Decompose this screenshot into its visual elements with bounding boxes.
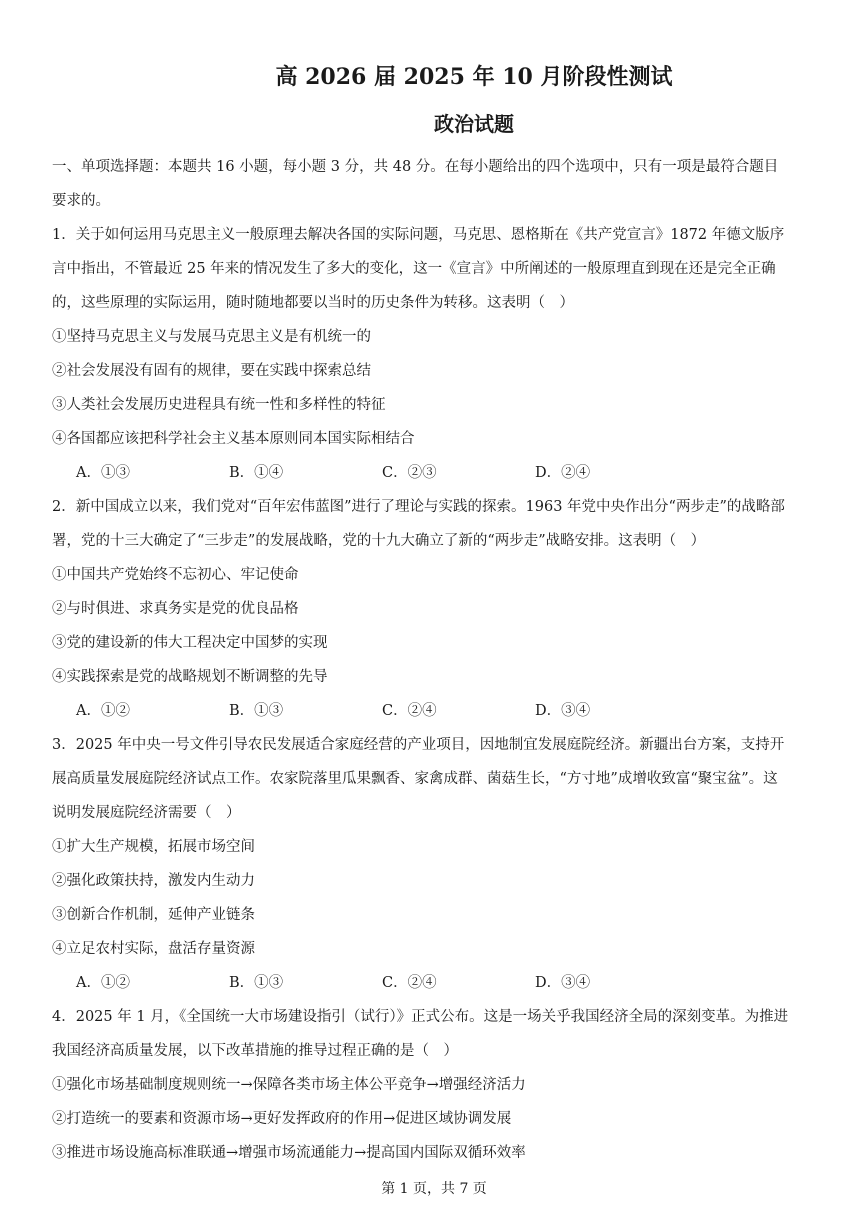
statement-item: ④立足农村实际，盘活存量资源 xyxy=(52,941,255,957)
page-number: 第 1 页，共 7 页 xyxy=(381,1181,487,1197)
question-stem-line: 4．2025 年 1 月，《全国统一大市场建设指引（试行）》正式公布。这是一场关乎我国经济全局的深刻变革。为推进 xyxy=(52,1009,789,1025)
option-d: D．②④ xyxy=(535,465,591,481)
question-stem-line: 说明发展庭院经济需要（ ） xyxy=(52,805,241,821)
option-a: A．①③ xyxy=(76,465,130,481)
question-stem-line: 署，党的十三大确定了“三步走”的发展战略，党的十九大确立了新的“两步走”战略安排。这表明（ ） xyxy=(52,533,706,549)
option-a: A．①② xyxy=(76,703,130,719)
statement-item: ③人类社会发展历史进程具有统一性和多样性的特征 xyxy=(52,397,386,413)
question-stem-line: 1．关于如何运用马克思主义一般原理去解决各国的实际问题，马克思、恩格斯在《共产党宣言》1872 年德文版序 xyxy=(52,227,785,243)
option-c: C．②④ xyxy=(382,975,437,991)
question-3 xyxy=(52,728,822,1000)
exam-subject: 政治试题 xyxy=(434,112,514,136)
statement-item: ②强化政策扶持，激发内生动力 xyxy=(52,873,255,889)
statement-item: ①中国共产党始终不忘初心、牢记使命 xyxy=(52,567,299,583)
statement-item: ③推进市场设施高标准联通→增强市场流通能力→提高国内国际双循环效率 xyxy=(52,1145,526,1161)
exam-title: 高 2026 届 2025 年 10 月阶段性测试 xyxy=(275,64,673,90)
question-stem-line: 言中指出，不管最近 25 年来的情况发生了多大的变化，这一《宣言》中所阐述的一般原理直到现在还是完全正确 xyxy=(52,261,776,277)
statement-item: ④实践探索是党的战略规划不断调整的先导 xyxy=(52,669,328,685)
option-c: C．②④ xyxy=(382,703,437,719)
question-4 xyxy=(52,1000,822,1170)
option-d: D．③④ xyxy=(535,703,591,719)
statement-item: ①扩大生产规模，拓展市场空间 xyxy=(52,839,255,855)
question-stem-line: 我国经济高质量发展，以下改革措施的推导过程正确的是（ ） xyxy=(52,1043,458,1059)
statement-item: ④各国都应该把科学社会主义基本原则同本国实际相结合 xyxy=(52,431,415,447)
question-stem-line: 2．新中国成立以来，我们党对“百年宏伟蓝图”进行了理论与实践的探索。1963 年党中央作出分“两步走”的战略部 xyxy=(52,499,785,515)
question-stem-line: 展高质量发展庭院经济试点工作。农家院落里瓜果飘香、家禽成群、菌菇生长，“方寸地”成增收致富“聚宝盆”。这 xyxy=(52,771,778,787)
answer-options xyxy=(52,966,822,1000)
option-b: B．①③ xyxy=(229,975,284,991)
exam-content xyxy=(52,150,822,1170)
statement-item: ③创新合作机制，延伸产业链条 xyxy=(52,907,255,923)
question-stem-line: 3．2025 年中央一号文件引导农民发展适合家庭经营的产业项目，因地制宜发展庭院经济。新疆出台方案，支持开 xyxy=(52,737,785,753)
answer-options xyxy=(52,456,822,490)
statement-item: ②与时俱进、求真务实是党的优良品格 xyxy=(52,601,299,617)
option-b: B．①④ xyxy=(229,465,284,481)
section-instruction: 一、单项选择题：本题共 16 小题，每小题 3 分，共 48 分。在每小题给出的四个选项中，只有一项是最符合题目 xyxy=(52,159,779,175)
option-c: C．②③ xyxy=(382,465,437,481)
option-d: D．③④ xyxy=(535,975,591,991)
statement-item: ①坚持马克思主义与发展马克思主义是有机统一的 xyxy=(52,329,371,345)
option-a: A．①② xyxy=(76,975,130,991)
question-1 xyxy=(52,218,822,490)
answer-options xyxy=(52,694,822,728)
statement-item: ②社会发展没有固有的规律，要在实践中探索总结 xyxy=(52,363,371,379)
question-2 xyxy=(52,490,822,728)
question-stem-line: 的，这些原理的实际运用，随时随地都要以当时的历史条件为转移。这表明（ ） xyxy=(52,295,574,311)
statement-item: ②打造统一的要素和资源市场→更好发挥政府的作用→促进区域协调发展 xyxy=(52,1111,512,1127)
option-b: B．①③ xyxy=(229,703,284,719)
statement-item: ①强化市场基础制度规则统一→保障各类市场主体公平竞争→增强经济活力 xyxy=(52,1077,526,1093)
section-instruction: 要求的。 xyxy=(52,193,110,209)
statement-item: ③党的建设新的伟大工程决定中国梦的实现 xyxy=(52,635,328,651)
